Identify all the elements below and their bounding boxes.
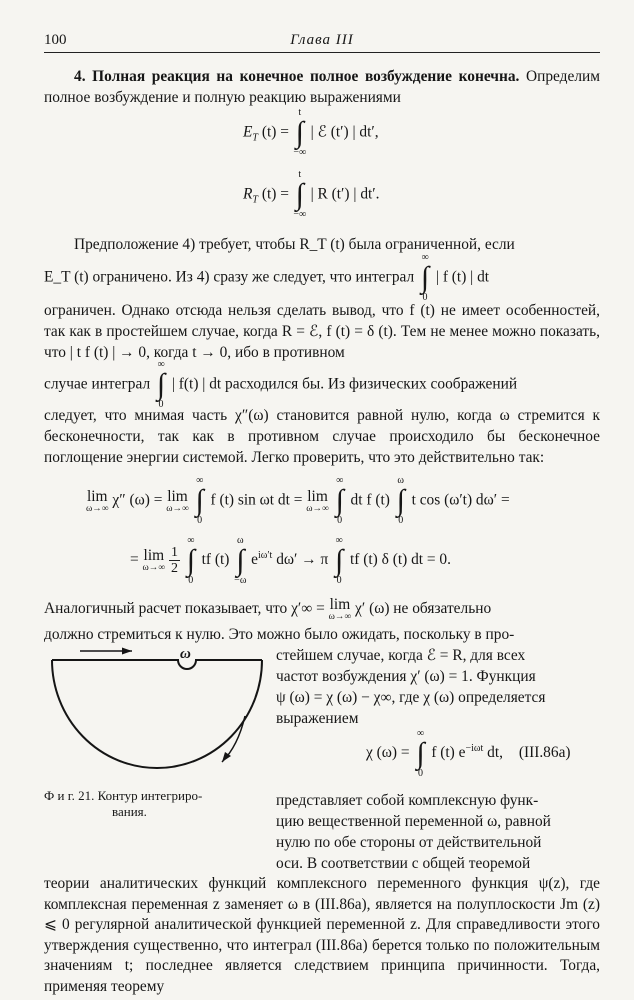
eq4-p2: e [251,551,258,569]
page-header [44,30,600,53]
eq4-p1: tf (t) [201,551,230,569]
lim-word: lim [329,596,351,613]
eq1-lhs: E [243,123,253,141]
eq1-upper: t [298,107,302,118]
eq3-p2: f (t) sin ωt dt = [210,491,303,509]
wrap-line: представляет собой комплексную функ- [276,792,539,809]
wrap-line: ψ (ω) = χ (ω) − χ∞, где χ (ω) определяется [276,689,546,706]
integral-sign: ∞ ∫ 0 [195,475,204,526]
p2-line4b: | f(t) | dt расходился бы. Из физических соображений [171,375,518,393]
wrap-line: выражением [276,710,359,727]
eq3-p3: dt f (t) [350,491,390,509]
equation-response [243,169,380,220]
eq3-int-lower: 0 [337,515,343,526]
lim-op [306,489,329,514]
fraction [169,545,180,576]
eq3-int-upper: ω [397,475,405,486]
eq4-int-lower: 0 [188,574,194,586]
figure-caption [44,788,264,820]
eq4-int-lower: −ω [234,574,247,586]
eq3-int-lower: 0 [398,515,404,526]
p2-line4a: случае интеграл [44,375,151,393]
wrap-line: цию вещественной переменной ω, равной [276,813,551,830]
p2-line2b: | f (t) | dt [435,268,490,286]
section-intro: Определим полное возбуждение и полную реакцию выражениями [44,68,600,106]
p2-int-lower: 0 [422,292,428,303]
wrap-line: стейшем случае, когда ℰ = R, для всех [276,647,526,664]
lim-sub: ω→∞ [328,612,352,622]
contour-figure [40,646,276,786]
eq3-int-upper: ∞ [336,475,344,486]
eq4-int-upper: ω [237,534,244,546]
paragraph-text: теории аналитических функций комплексного переменного функция ψ(z), где комплексная переменная z заменяет ω в (III.86a), является на полуплоскости Jm (z) ⩽ 0 регулярной аналитической функцией переменной z. Для справедливости этого утверждения существенно, что интеграл (III.86a) берется только по положительным значениям t; последнее является следствием принципа причинности. Тогда, применяя теорему [44,875,600,995]
equation-limit-1 [86,475,510,526]
wrap-line: нулю по обе стороны от действительной [276,834,542,851]
wrap-text [276,645,600,729]
section-heading: 4. Полная реакция на конечное полное возбуждение конечна. [74,68,520,85]
lim-op [166,489,189,514]
eq5-tail: dt, [487,744,503,762]
eq5-upper: ∞ [416,727,425,739]
equation-chi [366,727,571,779]
integral-sign: ∞ ∫ 0 [420,252,430,303]
equation-number: (III.86a) [518,744,571,762]
p3-chi-inf: χ′∞ = [291,600,325,618]
eq2-upper: t [298,169,302,180]
integral-sign: ∞ ∫ 0 [335,534,344,586]
paragraph-text: ограничен. Однако отсюда нельзя сделать вывод, что f (t) не имеет особенностей, так как в простейшем случае, когда R = ℰ, f (t) = δ (t). Тем не менее можно показать, что | t f (t) | → 0, когда t → 0, ибо в противном [44,302,600,361]
frac-den: 2 [170,561,178,577]
lim-op [86,489,109,514]
caption-line-2: вания. [112,804,147,819]
eq4-p2sup: iω′t [258,550,273,561]
integral-sign: ω ∫ 0 [396,475,405,526]
p2-line2a: E_T (t) ограничено. Из 4) сразу же следует, что интеграл [44,268,415,286]
p3-b: χ′ (ω) не обязательно [355,600,492,618]
eq4-int-upper: ∞ [335,534,343,546]
lim-op [143,548,166,573]
p2-int-upper: ∞ [421,252,429,263]
eq1-arg: (t) = [261,123,289,141]
eq3-int-upper: ∞ [196,475,204,486]
eq5-body: f (t) e [431,744,466,762]
equation-excitation [243,107,379,158]
lim-sub: ω→∞ [142,563,166,574]
eq2-body: | R (t′) | dt′. [310,185,380,203]
page-number: 100 [44,32,67,48]
eq2-lhs: R [243,185,253,203]
integral-sign: ∞ ∫ 0 [186,534,195,586]
lim-word: lim [307,487,328,505]
integral-sign: t ∫ −∞ [293,107,307,158]
eq3-p4: t cos (ω′t) dω′ = [411,491,510,509]
p2-int4-upper: ∞ [157,359,165,370]
lim-sub: ω→∞ [306,503,329,514]
wrap-line: оси. В соответствии с общей теоремой [276,855,531,872]
wrap-line: частот возбуждения χ′ (ω) = 1. Функция [276,668,536,685]
paragraph-line: Предположение 4) требует, чтобы R_T (t) была ограниченной, если [74,236,515,253]
paragraph-line: должно стремиться к нулю. Это можно было ожидать, поскольку в про- [44,626,515,643]
lim-word: lim [87,487,108,505]
eq4-p4: tf (t) δ (t) dt = 0. [349,551,451,569]
eq2-lower: −∞ [293,209,307,220]
paragraph-line-with-integral [44,359,600,410]
eq5-lhs: χ (ω) = [366,744,410,762]
lim-word: lim [143,547,165,565]
paragraph-line-with-limit [44,597,600,622]
p2-int4-lower: 0 [158,399,164,410]
omega-label: ω [180,646,191,662]
eq3-int-lower: 0 [197,515,203,526]
wrap-text-2 [276,790,600,874]
eq2-arg: (t) = [261,185,289,203]
paragraph-line-with-integral [44,252,600,303]
eq5-lower: 0 [417,767,423,779]
arrowhead-icon [122,648,132,655]
eq4-int-upper: ∞ [187,534,195,546]
integral-sign: ∞ ∫ 0 [335,475,344,526]
frac-num: 1 [170,545,178,561]
caption-line-1: Ф и г. 21. Контур интегриро- [44,788,203,803]
p3-a: Аналогичный расчет показывает, что [44,600,288,618]
eq1-lower: −∞ [293,147,307,158]
chapter-title: Глава III [290,32,354,48]
lim-word: lim [167,487,188,505]
eq1-body: | ℰ (t′) | dt′, [310,123,379,141]
lim-op [329,597,352,622]
integral-sign: ω ∫ −ω [234,534,247,586]
eq4-eq: = [130,551,139,569]
eq5-sup: −iωt [465,743,484,754]
integral-sign: ∞ ∫ 0 [156,359,166,410]
paragraph-text: следует, что мнимая часть χ″(ω) становится равной нулю, когда ω стремится к бесконечности, так как в противном случае происходило бы бесконечное поглощение энергии системой. Легко проверить, что это действительно так: [44,407,600,466]
eq4-int-lower: 0 [336,574,342,586]
eq4-p3: dω′ → π [276,551,329,569]
section-paragraph [44,66,600,108]
lim-sub: ω→∞ [86,503,109,514]
contour-real-axis [52,660,262,669]
integral-sign: t ∫ −∞ [293,169,307,220]
equation-limit-2 [130,534,451,586]
eq3-p1: χ″ (ω) = [112,491,163,509]
lim-sub: ω→∞ [166,503,189,514]
eq2-sub: T [252,194,258,206]
integral-sign: ∞ ∫ 0 [416,727,425,779]
eq1-sub: T [252,132,258,144]
